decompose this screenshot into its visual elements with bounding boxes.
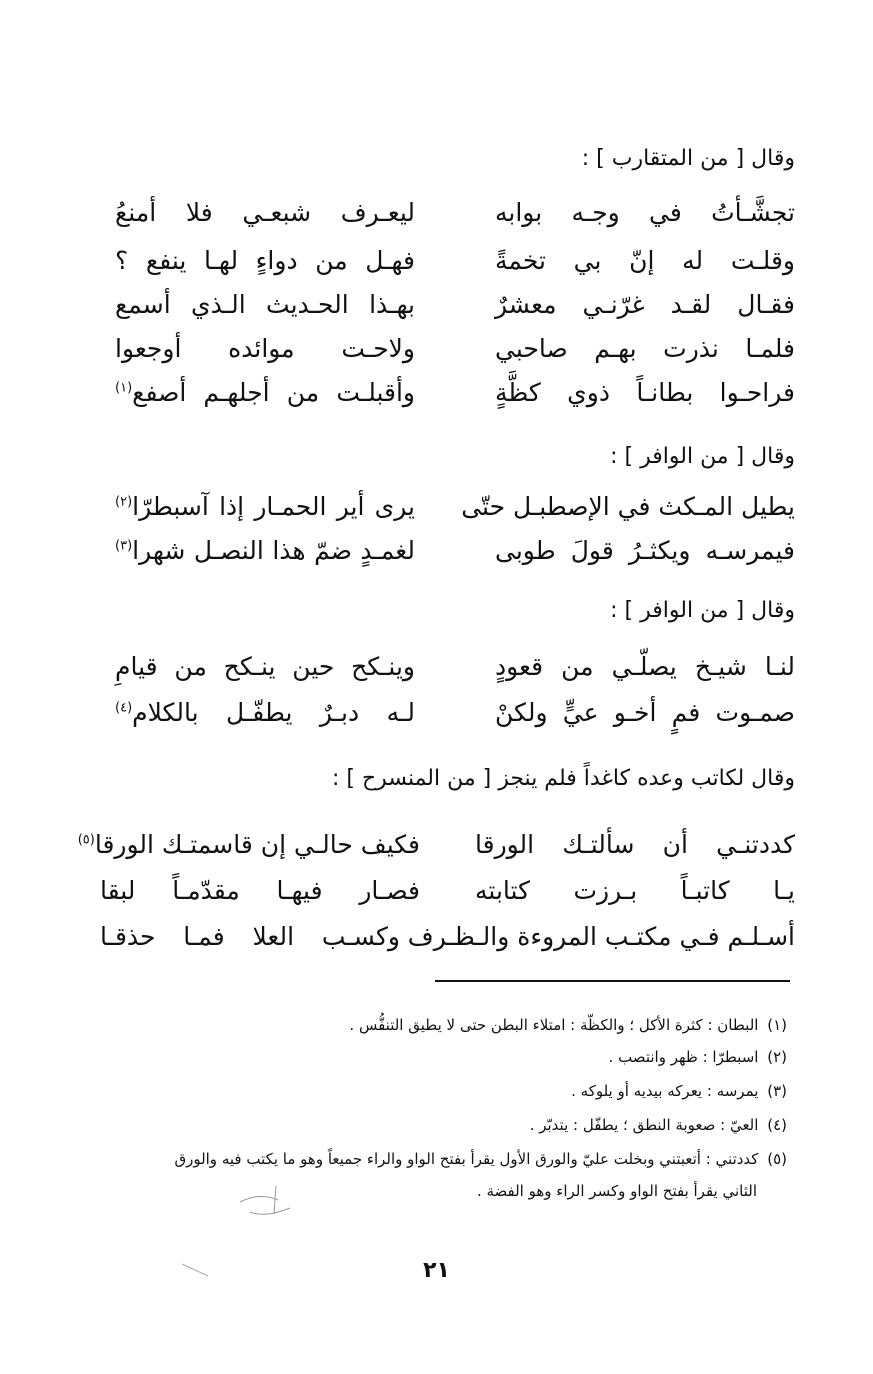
footnote-separator	[435, 980, 790, 982]
verse-line	[115, 698, 795, 742]
verse-line	[77, 830, 795, 874]
footnote-number: (١)	[767, 1016, 787, 1034]
pencil-scribble	[230, 1180, 310, 1220]
verse-first-hemistich: تجشَّـأتُ في وجـه بوابه	[495, 198, 795, 227]
footnote-number: (٥)	[767, 1150, 787, 1168]
verse-second-hemistich	[115, 536, 415, 565]
verse-second-hemistich	[115, 378, 415, 407]
hemistich-text: يرى أير الحمـار إذا آسبطرّا	[132, 492, 415, 521]
footnote-marker: (٥)	[77, 832, 95, 848]
footnote-number: (٣)	[767, 1082, 787, 1100]
verse-first-hemistich: لنـا شيـخ يصلّـي من قعودٍ	[495, 652, 795, 681]
verse-first-hemistich: فراحـوا بطانـاً ذوي كظَّةٍ	[495, 378, 795, 407]
footnote-marker: (٣)	[115, 538, 133, 554]
verse-second-hemistich: فهـل من دواءٍ لهـا ينفع ؟	[115, 246, 415, 275]
verse-line	[115, 198, 795, 242]
footnote	[571, 1082, 787, 1100]
verse-first-hemistich: فيمرسـه ويكثـرُ قولَ طوبى	[495, 536, 795, 565]
verse-line	[115, 378, 795, 422]
verse-line	[115, 536, 795, 580]
footnote	[530, 1116, 787, 1134]
verse-line	[115, 652, 795, 696]
hemistich-text: لـه دبـرٌ يطفّـل بالكلام	[132, 698, 415, 727]
footnote-marker: (٤)	[115, 700, 133, 716]
verse-first-hemistich: صمـوت فمٍ أخـو عيٍّ ولكنْ	[495, 698, 795, 727]
verse-second-hemistich: بهـذا الحـديث الـذي أسمع	[115, 290, 415, 319]
verse-first-hemistich: كددتنـي أن سألتـك الورقا	[475, 830, 795, 859]
section-intro: وقال لكاتب وعده كاغداً فلم ينجز [ من المنسرح ] :	[332, 766, 795, 791]
footnote-number: (٤)	[767, 1116, 787, 1134]
verse-line	[115, 290, 795, 334]
verse-first-hemistich: يطيل المـكث في الإصطبـل حتّى	[461, 492, 795, 521]
section-intro: وقال [ من الوافر ] :	[610, 444, 795, 469]
footnote-text: اسبطرّا : ظهر وانتصب .	[608, 1048, 759, 1066]
page-number: ٢١	[423, 1258, 450, 1283]
verse-second-hemistich: وكسـب العلا فمـا حذقـا	[100, 922, 400, 951]
verse-line	[100, 922, 795, 966]
footnote-text: كددتني : أتعبتني وبخلت عليّ والورق الأول يقرأ بفتح الواو والراء جميعاً وهو ما يكتب فيه والورق	[174, 1150, 759, 1168]
verse-second-hemistich: وينـكح حين ينـكح من قيامِ	[115, 652, 415, 681]
verse-first-hemistich: فقـال لقـد غرّنـي معشرٌ	[495, 290, 795, 319]
hemistich-text: لغمـدٍ ضمّ هذا النصـل شهرا	[132, 536, 415, 565]
verse-line	[100, 876, 795, 920]
hemistich-text: وأقبلـت من أجلهـم أصفع	[132, 378, 415, 407]
verse-line	[115, 246, 795, 290]
verse-line	[115, 334, 795, 378]
footnote-number: (٢)	[767, 1048, 787, 1066]
footnote-marker: (١)	[115, 380, 133, 396]
footnote-text: البطان : كثرة الأكل ؛ والكظّة : امتلاء البطن حتى لا يطيق التنفُّس .	[349, 1016, 759, 1034]
footnote-text: العيّ : صعوبة النطق ؛ يطفّل : يتدبّر .	[529, 1116, 759, 1134]
section-intro: وقال [ من المتقارب ] :	[581, 146, 795, 171]
footnote-continuation	[477, 1182, 757, 1200]
verse-second-hemistich: ولاحـت موائده أوجعوا	[115, 334, 415, 363]
footnote	[174, 1150, 787, 1168]
verse-line	[115, 492, 795, 536]
footnote-marker: (٢)	[115, 494, 133, 510]
footnote-text: يمرسه : يعركه بيديه أو يلوكه .	[571, 1082, 759, 1100]
verse-second-hemistich	[115, 698, 415, 727]
verse-first-hemistich: فلمـا نذرت بهـم صاحبي	[495, 334, 795, 363]
footnote	[349, 1016, 787, 1034]
verse-first-hemistich: يـا كاتبـاً بـرزت كتابته	[475, 876, 795, 905]
hemistich-text: فكيف حالـي إن قاسمتـك الورقا	[94, 830, 420, 859]
verse-first-hemistich: وقلـت له إنّ بي تخمةً	[495, 246, 795, 275]
verse-second-hemistich	[77, 830, 420, 859]
verse-second-hemistich	[115, 492, 415, 521]
footnote-text: الثاني يقرأ بفتح الواو وكسر الراء وهو الفضة .	[476, 1182, 757, 1200]
verse-second-hemistich: ليعـرف شبعـي فلا أمنعُ	[115, 198, 415, 227]
verse-first-hemistich: أسـلـم فـي مكتـب المروءة والـظـرف	[407, 922, 795, 951]
footnote	[609, 1048, 787, 1066]
section-intro: وقال [ من الوافر ] :	[610, 598, 795, 623]
verse-second-hemistich: فصـار فيهـا مقدّمـاً لبقا	[100, 876, 420, 905]
